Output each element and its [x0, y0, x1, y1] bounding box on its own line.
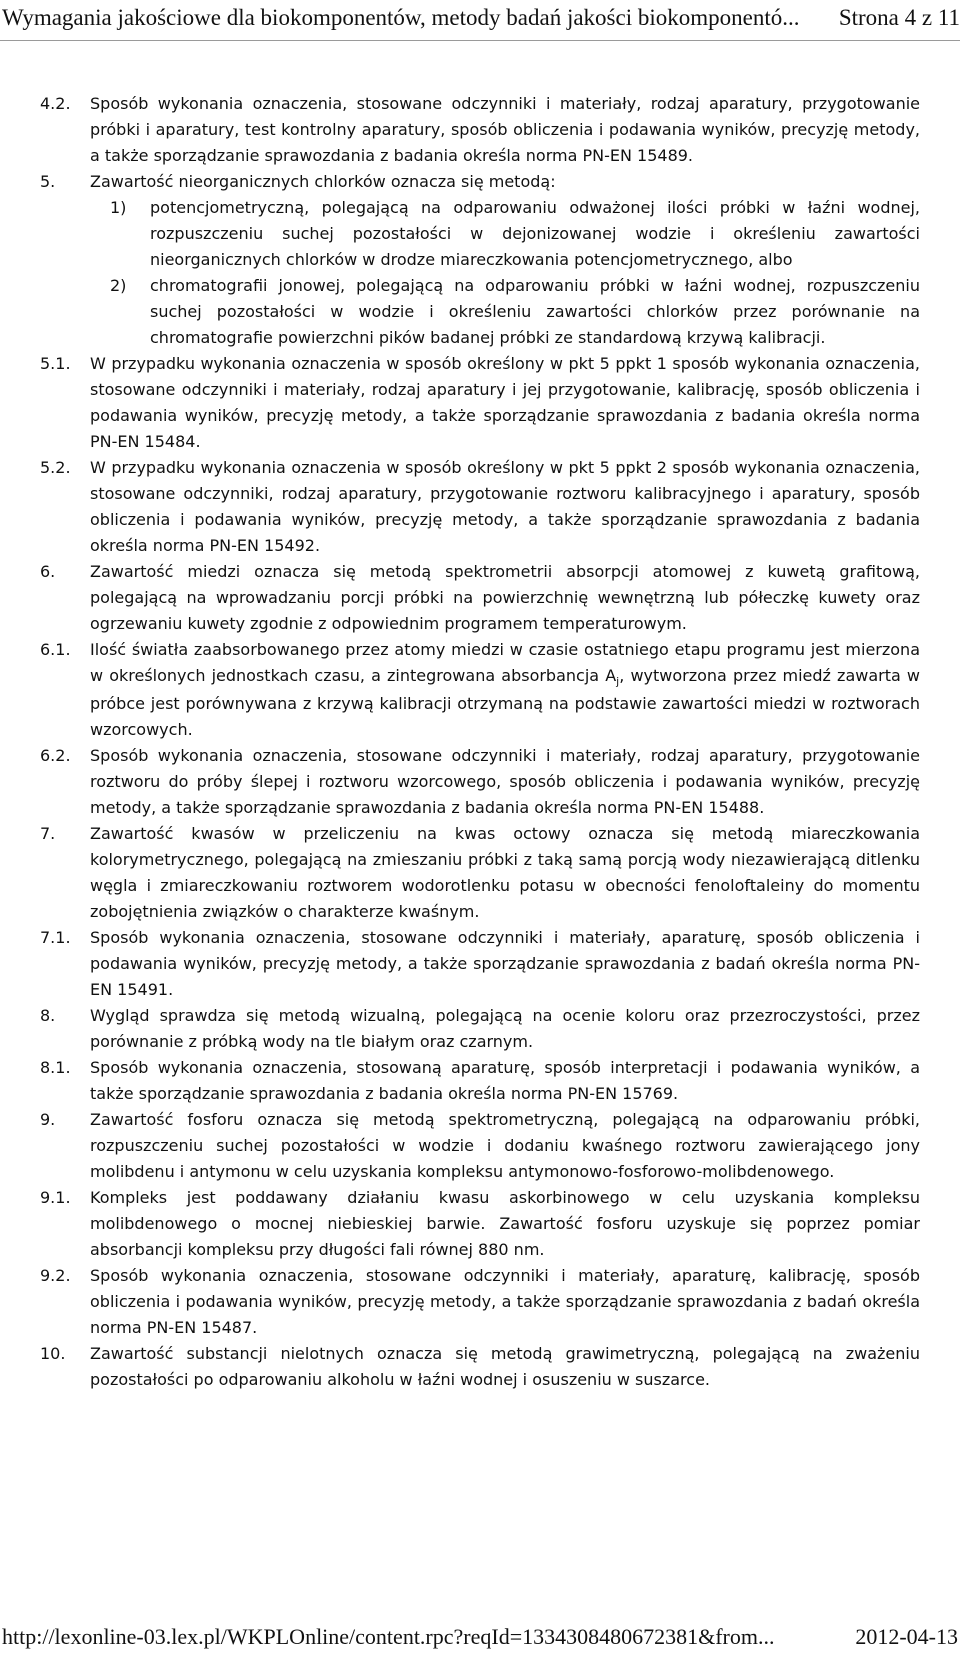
paragraph-number: 1) [110, 198, 127, 217]
paragraph-text: Wygląd sprawdza się metodą wizualną, polegającą na ocenie koloru oraz przezroczystości, przez porównanie z próbką wody na tle białym oraz czarnym. [90, 1006, 920, 1051]
paragraph-number: 6. [40, 562, 56, 581]
paragraph-number: 8.1. [40, 1058, 71, 1077]
paragraph-10 [40, 1341, 920, 1393]
paragraph-number: 7.1. [40, 928, 71, 947]
paragraph-7 [40, 821, 920, 925]
page-header [0, 0, 960, 41]
subscript: j [616, 675, 620, 688]
document-title: Wymagania jakościowe dla biokomponentów, metody badań jakości biokomponentó... [2, 5, 800, 30]
paragraph-number: 2) [110, 276, 127, 295]
paragraph-text: Sposób wykonania oznaczenia, stosowane odczynniki i materiały, rodzaj aparatury, przygotowanie próbki i aparatury, test kontrolny aparatury, sposób obliczenia i podawania wyników, precyzję metody, a także sporządzanie sprawozdania z badania określa norma PN-EN 15489. [90, 94, 920, 165]
paragraph-text: W przypadku wykonania oznaczenia w sposób określony w pkt 5 ppkt 1 sposób wykonania oznaczenia, stosowane odczynniki i materiały, rodzaj aparatury i jej przygotowanie, kalibrację, sposób obliczenia i podawania wyników, precyzję metody, a także sporządzanie sprawozdania z badania określa norma PN-EN 15484. [90, 354, 920, 451]
paragraph-text: chromatografii jonowej, polegającą na odparowaniu próbki w łaźni wodnej, rozpuszczeniu suchej pozostałości w wodzie i określeniu zawartości chlorków przez porównanie na chromatografie powierzchni pików badanej próbki ze standardową krzywą kalibracji. [150, 276, 920, 347]
paragraph-text: Sposób wykonania oznaczenia, stosowane odczynniki i materiały, aparaturę, sposób obliczenia i podawania wyników, precyzję metody, a także sporządzanie sprawozdania z badań określa norma PN-EN 15491. [90, 928, 920, 999]
print-date: 2012-04-13 [855, 1624, 958, 1649]
text-before-subscript: Ilość światła zaabsorbowanego przez atomy miedzi w czasie ostatniego etapu programu jest mierzona w określonych jednostkach czasu, a zintegrowana absorbancja A [90, 640, 920, 685]
paragraph-number: 4.2. [40, 94, 71, 113]
paragraph-number: 8. [40, 1006, 56, 1025]
paragraph-number: 6.1. [40, 640, 71, 659]
paragraph-4-2 [40, 91, 920, 169]
paragraph-text: Zawartość substancji nielotnych oznacza się metodą grawimetryczną, polegającą na zważeniu pozostałości po odparowaniu alkoholu w łaźni wodnej i osuszeniu w suszarce. [90, 1344, 920, 1389]
paragraph-5-option-1 [40, 195, 920, 273]
paragraph-text: Kompleks jest poddawany działaniu kwasu askorbinowego w celu uzyskania kompleksu molibdenowego o mocnej niebieskiej barwie. Zawartość fosforu uzyskuje się poprzez pomiar absorbancji kompleksu przy długości fali równej 880 nm. [90, 1188, 920, 1259]
paragraph-8 [40, 1003, 920, 1055]
paragraph-number: 5.2. [40, 458, 71, 477]
source-url: http://lexonline-03.lex.pl/WKPLOnline/content.rpc?reqId=1334308480672381&from... [2, 1624, 775, 1649]
paragraph-text: Sposób wykonania oznaczenia, stosowane odczynniki i materiały, rodzaj aparatury, przygotowanie roztworu do próby ślepej i roztworu wzorcowego, sposób obliczenia i podawania wyników, precyzję metody, a także sporządzanie sprawozdania z badania określa norma PN-EN 15488. [90, 746, 920, 817]
paragraph-number: 9.2. [40, 1266, 71, 1285]
paragraph-5 [40, 169, 920, 195]
paragraph-6 [40, 559, 920, 637]
paragraph-text: W przypadku wykonania oznaczenia w sposób określony w pkt 5 ppkt 2 sposób wykonania oznaczenia, stosowane odczynniki, rodzaj aparatury, przygotowanie roztworu kalibracyjnego i aparatury, sposób obliczenia i podawania wyników, precyzję metody, a także sporządzanie sprawozdania z badania określa norma PN-EN 15492. [90, 458, 920, 555]
paragraph-7-1 [40, 925, 920, 1003]
paragraph-9 [40, 1107, 920, 1185]
paragraph-text: Sposób wykonania oznaczenia, stosowaną aparaturę, sposób interpretacji i podawania wyników, a także sporządzanie sprawozdania z badania określa norma PN-EN 15769. [90, 1058, 920, 1103]
paragraph-text: Sposób wykonania oznaczenia, stosowane odczynniki i materiały, aparaturę, kalibrację, sposób obliczenia i podawania wyników, precyzję metody, a także sporządzanie sprawozdania z badań określa norma PN-EN 15487. [90, 1266, 920, 1337]
paragraph-5-1 [40, 351, 920, 455]
paragraph-number: 6.2. [40, 746, 71, 765]
paragraph-number: 10. [40, 1344, 66, 1363]
paragraph-6-2 [40, 743, 920, 821]
paragraph-9-1 [40, 1185, 920, 1263]
page-footer [0, 1622, 960, 1654]
paragraph-text: Zawartość nieorganicznych chlorków oznacza się metodą: [90, 172, 556, 191]
paragraph-text: Zawartość miedzi oznacza się metodą spektrometrii absorpcji atomowej z kuwetą grafitową, polegającą na wprowadzaniu porcji próbki na powierzchnię wewnętrzną lub półeczkę kuwety oraz ogrzewaniu kuwety zgodnie z odpowiednim programem temperaturowym. [90, 562, 920, 633]
paragraph-number: 9. [40, 1110, 56, 1129]
paragraph-6-1 [40, 637, 920, 743]
text-after-subscript: , wytworzona przez miedź zawarta w próbce jest porównywana z krzywą kalibracji otrzymaną na podstawie zawartości miedzi w roztworach wzorcowych. [90, 666, 921, 739]
paragraph-text: Zawartość kwasów w przeliczeniu na kwas octowy oznacza się metodą miareczkowania kolorymetrycznego, polegającą na zmieszaniu próbki z taką samą porcją wody niezawierającą ditlenku węgla i zmiareczkowaniu roztworem wodorotlenku potasu w obecności fenoloftaleiny do momentu zobojętnienia związków o charakterze kwaśnym. [90, 824, 920, 921]
paragraph-number: 9.1. [40, 1188, 71, 1207]
paragraph-number: 7. [40, 824, 56, 843]
paragraph-text [90, 640, 920, 739]
paragraph-text: potencjometryczną, polegającą na odparowaniu odważonej ilości próbki w łaźni wodnej, rozpuszczeniu suchej pozostałości w dejonizowanej wodzie i określeniu zawartości nieorganicznych chlorków w drodze miareczkowania potencjometrycznego, albo [150, 198, 920, 269]
paragraph-number: 5.1. [40, 354, 71, 373]
paragraph-8-1 [40, 1055, 920, 1107]
document-body [40, 91, 920, 1393]
page-number: Strona 4 z 11 [838, 5, 960, 30]
paragraph-5-option-2 [40, 273, 920, 351]
paragraph-text: Zawartość fosforu oznacza się metodą spektrometryczną, polegającą na odparowaniu próbki, rozpuszczeniu suchej pozostałości w wodzie i dodaniu kwaśnego roztworu zawierającego jony molibdenu i antymonu w celu uzyskania kompleksu antymonowo-fosforowo-molibdenowego. [90, 1110, 920, 1181]
paragraph-5-2 [40, 455, 920, 559]
paragraph-number: 5. [40, 172, 56, 191]
paragraph-9-2 [40, 1263, 920, 1341]
